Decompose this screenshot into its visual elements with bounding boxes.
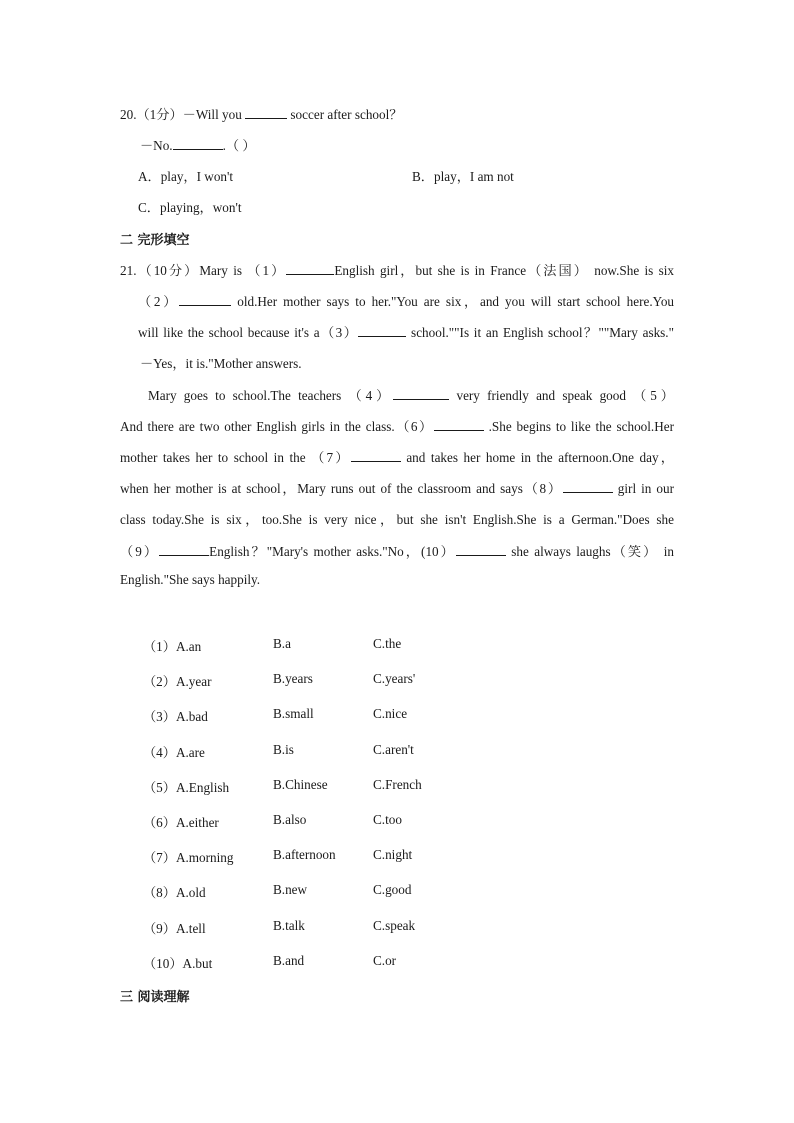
option-2-b[interactable]: B.years <box>273 671 313 686</box>
q20-option-a[interactable]: A．play，I won't <box>138 169 234 184</box>
option-8-b[interactable]: B.new <box>273 882 308 897</box>
q21-line-2: （2） old.Her mother says to her."You are six，and you will start school here.You <box>138 294 675 309</box>
q21-line-1: 21.（10分）Mary is （1） English girl，but she is in France（法国） now.She is six <box>120 263 674 278</box>
option-4-a[interactable]: （4）A.are <box>143 745 205 760</box>
q21-line-6: And there are two other English girls in the class.（6） .She begins to like the school.Her <box>120 419 674 434</box>
answer-blank[interactable] <box>173 137 223 150</box>
answer-blank-10[interactable] <box>456 543 506 556</box>
q20-stem: 20.（1分）－Will you soccer after school？ <box>120 107 403 122</box>
option-1-b[interactable]: B.a <box>273 636 291 651</box>
option-7-b[interactable]: B.afternoon <box>273 847 336 862</box>
answer-blank-9[interactable] <box>159 543 209 556</box>
option-4-c[interactable]: C.aren't <box>373 742 414 757</box>
q21-line-3: will like the school because it's a（3） school.""Is it an English school？""Mary asks." <box>138 325 674 340</box>
option-3-c[interactable]: C.nice <box>373 706 408 721</box>
option-7-a[interactable]: （7）A.morning <box>143 850 234 865</box>
option-9-c[interactable]: C.speak <box>373 918 416 933</box>
option-1-a[interactable]: （1）A.an <box>143 639 202 654</box>
option-1-c[interactable]: C.the <box>373 636 402 651</box>
option-6-b[interactable]: B.also <box>273 812 307 827</box>
q20-response: －No. .（ ） <box>140 138 256 153</box>
q21-line-11: English."She says happily. <box>120 572 261 587</box>
q21-line-7: mother takes her to school in the （7） and takes her home in the afternoon.One day， <box>120 450 674 465</box>
answer-blank-6[interactable] <box>434 418 484 431</box>
option-5-a[interactable]: （5）A.English <box>143 780 230 795</box>
answer-blank[interactable] <box>245 106 287 119</box>
answer-blank-7[interactable] <box>351 449 401 462</box>
option-9-a[interactable]: （9）A.tell <box>143 921 206 936</box>
option-10-b[interactable]: B.and <box>273 953 305 968</box>
option-8-c[interactable]: C.good <box>373 882 412 897</box>
option-2-a[interactable]: （2）A.year <box>143 674 212 689</box>
q21-line-4: －Yes，it is."Mother answers. <box>140 356 302 371</box>
option-9-b[interactable]: B.talk <box>273 918 305 933</box>
option-3-a[interactable]: （3）A.bad <box>143 709 208 724</box>
option-6-a[interactable]: （6）A.either <box>143 815 219 830</box>
q21-line-10: （9） English？"Mary's mother asks."No，(10） she always laughs（笑） in <box>120 544 675 559</box>
option-3-b[interactable]: B.small <box>273 706 314 721</box>
option-5-b[interactable]: B.Chinese <box>273 777 328 792</box>
answer-blank-8[interactable] <box>563 480 613 493</box>
option-7-c[interactable]: C.night <box>373 847 413 862</box>
q21-line-5: Mary goes to school.The teachers （4） very friendly and speak good （5） <box>148 388 674 403</box>
option-8-a[interactable]: （8）A.old <box>143 885 206 900</box>
option-2-c[interactable]: C.years' <box>373 671 416 686</box>
option-10-c[interactable]: C.or <box>373 953 397 968</box>
answer-blank-3[interactable] <box>358 324 406 337</box>
option-10-a[interactable]: （10）A.but <box>143 956 213 971</box>
answer-blank-1[interactable] <box>286 262 334 275</box>
answer-blank-2[interactable] <box>179 293 231 306</box>
q20-option-c[interactable]: C．playing，won't <box>138 200 242 215</box>
section-heading-reading: 三 阅读理解 <box>120 990 190 1005</box>
section-heading-cloze: 二 完形填空 <box>120 233 190 248</box>
q20-option-b[interactable]: B．play，I am not <box>412 169 514 184</box>
option-5-c[interactable]: C.French <box>373 777 422 792</box>
option-6-c[interactable]: C.too <box>373 812 402 827</box>
answer-blank-4[interactable] <box>393 387 449 400</box>
q21-line-8: when her mother is at school，Mary runs out of the classroom and says（8） girl in our <box>120 481 674 496</box>
option-4-b[interactable]: B.is <box>273 742 294 757</box>
q21-line-9: class today.She is six，too.She is very nice，but she isn't English.She is a German."Does she <box>120 512 674 527</box>
